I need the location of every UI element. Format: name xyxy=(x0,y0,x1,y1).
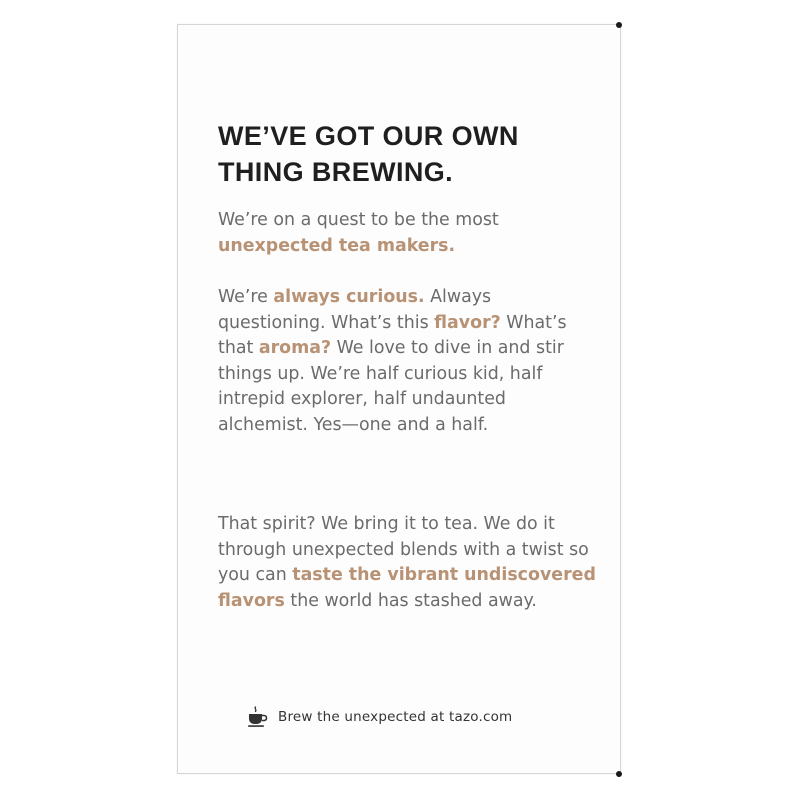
heading-line-2: THING BREWING. xyxy=(218,157,454,187)
paragraph-spirit xyxy=(218,512,598,614)
paragraph-text: We love to dive in and stir things up. We’re half curious kid, half intrepid explorer, half undaunted alchemist. Yes—one and a half. xyxy=(218,338,564,435)
footer-cta xyxy=(246,705,512,729)
highlight-text: always curious. xyxy=(273,287,425,307)
highlight-text: flavor? xyxy=(434,312,501,333)
paragraph-quest xyxy=(218,208,598,259)
tea-cup-icon xyxy=(246,705,270,729)
paragraph-text: What’s that xyxy=(218,312,567,358)
paragraph-text: the world has stashed away. xyxy=(284,590,537,611)
corner-mark xyxy=(616,771,622,777)
paragraph-text: Always questioning. What’s this xyxy=(218,287,492,333)
highlight-text: aroma? xyxy=(258,338,332,358)
paragraph-text: We’re xyxy=(218,287,274,307)
paragraph-text: That spirit? We bring it to tea. We do it through unexpected blends with a twist so you can xyxy=(218,514,589,585)
paragraph-text: We’re on a quest to be the most xyxy=(218,210,499,230)
paragraph-curious xyxy=(218,285,598,438)
highlight-text: taste the vibrant undiscovered flavors xyxy=(218,565,596,611)
heading-line-1: WE’VE GOT OUR OWN xyxy=(218,121,519,151)
footer-link-text: Brew the unexpected at tazo.com xyxy=(278,709,513,725)
panel-heading xyxy=(218,118,598,190)
corner-mark xyxy=(616,22,622,28)
highlight-text: unexpected tea makers. xyxy=(218,235,456,256)
